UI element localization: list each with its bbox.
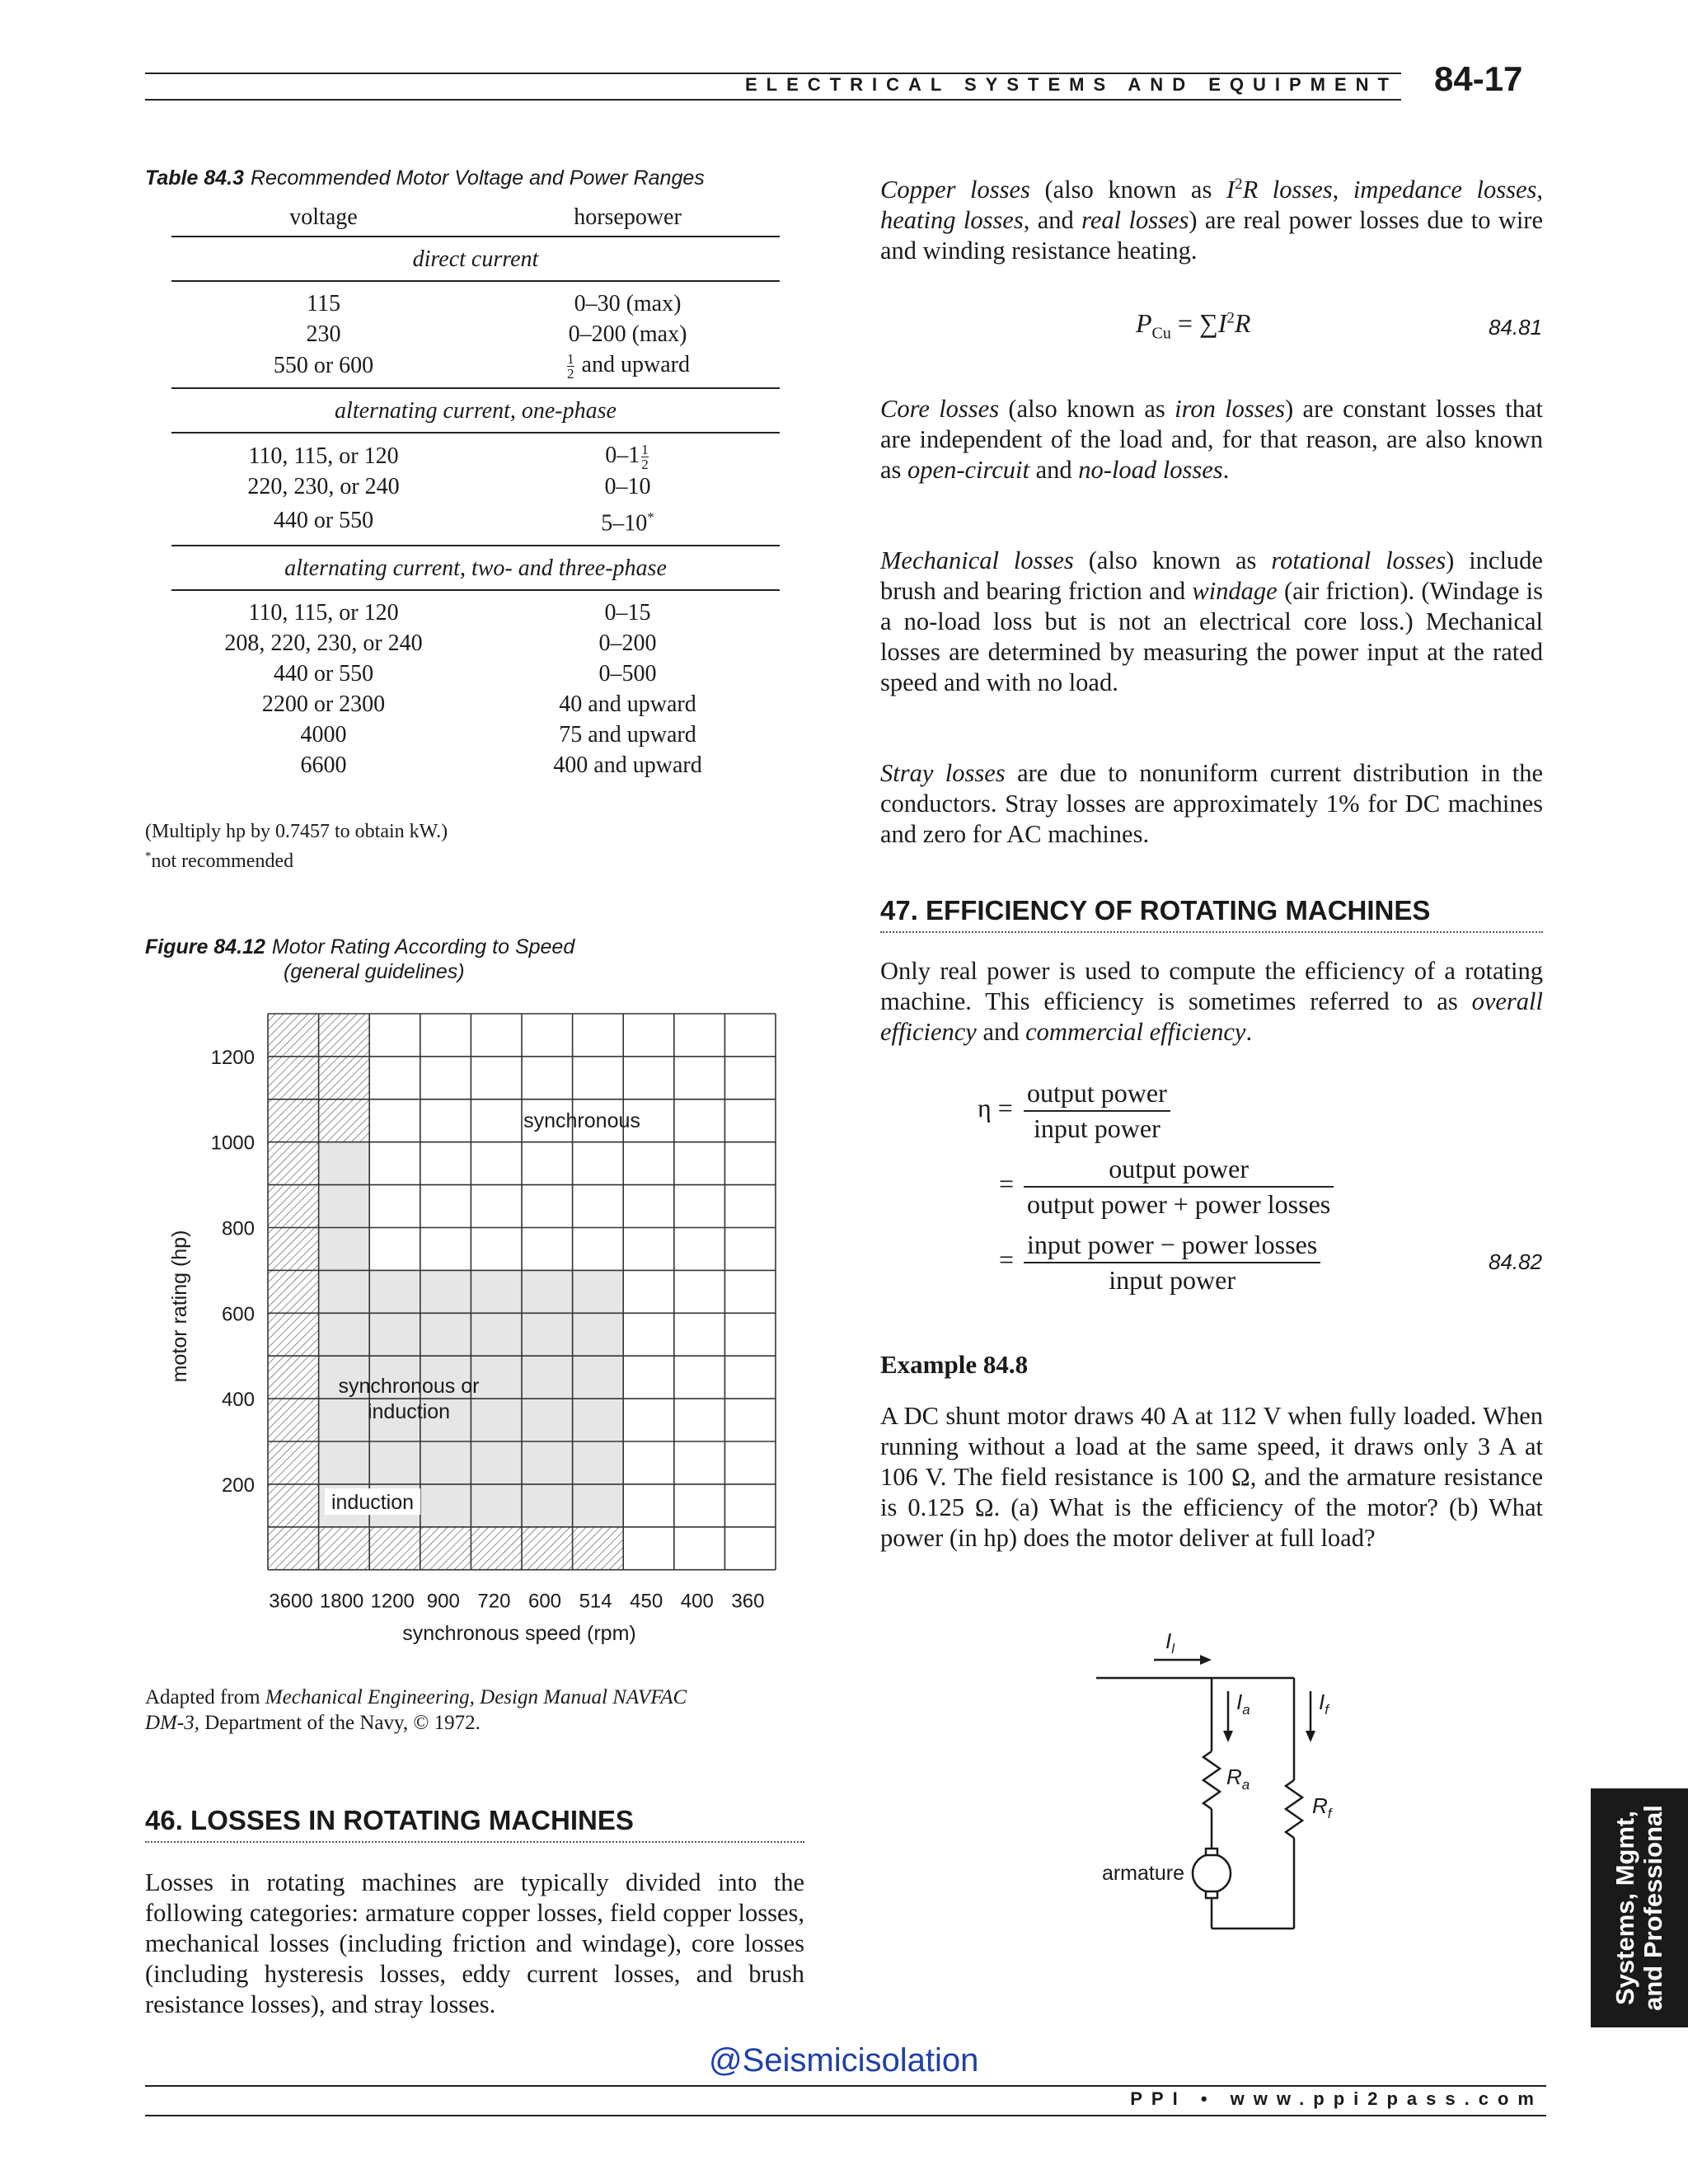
col-voltage-header: voltage: [289, 204, 358, 230]
region-cell-sync-or-induction: [319, 1441, 370, 1484]
label-r-field: $R_f$: [1312, 1793, 1332, 1821]
table-row: [171, 288, 780, 319]
region-cell-synchronous: [674, 1057, 725, 1099]
x-tick-label: 400: [680, 1590, 714, 1613]
region-cell-sync-or-induction: [573, 1356, 624, 1399]
region-cell-synchronous: [471, 1057, 522, 1099]
region-cell-synchronous: [471, 1099, 522, 1142]
group-label: alternating current, one-phase: [171, 388, 780, 433]
example-title: Example 84.8: [880, 1350, 1029, 1379]
table-row: [171, 658, 780, 689]
field-resistor: [1286, 1780, 1302, 1838]
section-46-body: Losses in rotating machines are typically divided into the following categories: armature copper losses, field copper losses, mechanical losses (including friction and windage), core losses (including hysteresis losses, eddy current losses, and brush resistance losses), and stray losses.: [145, 1868, 804, 2018]
region-cell-sync-or-induction: [573, 1484, 624, 1527]
table-label: Table 84.3: [145, 166, 244, 190]
y-tick-labels: [211, 1047, 255, 1497]
footnote-mark: *: [647, 509, 654, 526]
armature-resistor: [1203, 1751, 1220, 1809]
x-tick-label: 900: [426, 1590, 460, 1613]
label-sync-or-induction-1: synchronous or: [338, 1375, 480, 1398]
y-tick-label: 200: [221, 1474, 255, 1497]
region-cell-synchronous: [674, 1484, 725, 1527]
region-cell-synchronous: [623, 1399, 674, 1441]
region-cell-synchronous: [420, 1185, 471, 1228]
region-cell-synchronous: [623, 1142, 674, 1185]
region-cell-induction: [268, 1313, 319, 1356]
region-cell-synchronous: [522, 1057, 573, 1099]
region-cell-sync-or-induction: [573, 1313, 624, 1356]
table-footnote: *not recommended: [145, 850, 294, 872]
region-cell-sync-or-induction: [420, 1484, 471, 1527]
region-cell-synchronous: [623, 1313, 674, 1356]
table-header-row: [171, 198, 780, 237]
region-cell-synchronous: [522, 1228, 573, 1271]
hp-cell: 5–10*: [601, 509, 654, 537]
watermark-text: @Seismicisolation: [709, 2042, 979, 2079]
region-cell-sync-or-induction: [522, 1399, 573, 1441]
region-cell-synchronous: [420, 1057, 471, 1099]
table-group-row: [171, 546, 780, 590]
region-cell-induction: [268, 1057, 319, 1099]
region-cell-synchronous: [420, 1099, 471, 1142]
running-header-title: ELECTRICAL SYSTEMS AND EQUIPMENT: [744, 74, 1398, 95]
region-cell-synchronous: [724, 1270, 776, 1313]
voltage-cell: 110, 115, or 120: [248, 443, 399, 469]
region-cell-sync-or-induction: [522, 1313, 573, 1356]
region-cell-induction: [319, 1099, 370, 1142]
hp-cell: 0–1 $\frac{1}{2}$: [605, 442, 649, 473]
region-cell-sync-or-induction: [319, 1142, 370, 1185]
voltage-cell: 230: [306, 321, 341, 347]
table-row: [171, 719, 780, 750]
hp-cell: 75 and upward: [559, 722, 696, 748]
x-tick-label: 1800: [319, 1590, 364, 1613]
region-cell-synchronous: [674, 1014, 725, 1057]
region-cell-synchronous: [724, 1185, 776, 1228]
region-cell-induction: [268, 1142, 319, 1185]
region-cell-synchronous: [369, 1014, 420, 1057]
motor-voltage-table: [171, 198, 780, 780]
region-cell-synchronous: [623, 1270, 674, 1313]
region-cell-sync-or-induction: [522, 1484, 573, 1527]
side-tab-text: Systems, Mgmt, and Professional: [1611, 1805, 1667, 2011]
table-title: Recommended Motor Voltage and Power Ranges: [250, 166, 705, 190]
region-cell-induction: [268, 1014, 319, 1057]
region-cell-sync-or-induction: [369, 1441, 420, 1484]
region-cell-synchronous: [674, 1142, 725, 1185]
field-current-arrowhead: [1306, 1731, 1315, 1742]
region-cell-induction: [420, 1527, 471, 1570]
region-cell-synchronous: [471, 1014, 522, 1057]
label-i-armature: $I_a$: [1236, 1690, 1250, 1718]
region-cell-sync-or-induction: [573, 1399, 624, 1441]
region-cell-synchronous: [674, 1313, 725, 1356]
region-cell-synchronous: [724, 1441, 776, 1484]
fraction-half: $\frac{1}{2}$: [641, 442, 649, 473]
hp-cell: 0–200: [598, 630, 657, 657]
y-tick-label: 800: [221, 1217, 255, 1240]
label-i-field: $I_f$: [1319, 1690, 1329, 1718]
region-cell-synchronous: [724, 1142, 776, 1185]
voltage-cell: 220, 230, or 240: [247, 474, 400, 500]
region-cell-synchronous: [724, 1014, 776, 1057]
region-cell-synchronous: [420, 1228, 471, 1271]
label-i-line: $I_l$: [1165, 1629, 1175, 1657]
region-cell-induction: [268, 1399, 319, 1441]
equation-number-84-81: 84.81: [1489, 315, 1543, 340]
footer-text: PPI • www.ppi2pass.com: [1130, 2088, 1543, 2109]
region-cell-synchronous: [369, 1057, 420, 1099]
region-cell-induction: [573, 1527, 624, 1570]
region-cell-synchronous: [724, 1228, 776, 1271]
section-47-body: Only real power is used to compute the efficiency of a rotating machine. This efficiency is sometimes referred to as overall efficiency and commercial efficiency.: [880, 957, 1543, 1046]
table-row: [171, 349, 780, 381]
region-cell-sync-or-induction: [471, 1313, 522, 1356]
region-cell-sync-or-induction: [319, 1313, 370, 1356]
y-axis-label: motor rating (hp): [168, 1230, 191, 1383]
x-tick-label: 720: [477, 1590, 511, 1613]
voltage-cell: 2200 or 2300: [261, 691, 386, 718]
section-46-heading: 46. LOSSES IN ROTATING MACHINES: [145, 1805, 804, 1843]
label-induction: induction: [331, 1491, 415, 1514]
region-cell-sync-or-induction: [319, 1270, 370, 1313]
region-cell-synchronous: [573, 1185, 624, 1228]
region-cell-synchronous: [674, 1527, 725, 1570]
region-cell-induction: [471, 1527, 522, 1570]
region-cell-synchronous: [522, 1185, 573, 1228]
region-cell-synchronous: [420, 1014, 471, 1057]
region-cell-sync-or-induction: [420, 1441, 471, 1484]
hp-cell: 0–500: [598, 661, 657, 687]
region-cell-induction: [268, 1441, 319, 1484]
region-cell-synchronous: [623, 1057, 674, 1099]
region-cell-sync-or-induction: [522, 1270, 573, 1313]
region-cell-induction: [268, 1099, 319, 1142]
hp-cell: 0–15: [604, 600, 651, 626]
label-armature: armature: [1101, 1862, 1184, 1885]
region-cell-synchronous: [573, 1142, 624, 1185]
table-notes: [145, 819, 448, 874]
group-label: direct current: [171, 237, 780, 281]
region-cell-synchronous: [724, 1313, 776, 1356]
table-row: [171, 440, 780, 471]
armature-symbol: [1193, 1854, 1231, 1892]
equation-number-84-82: 84.82: [1489, 1249, 1543, 1274]
region-cell-induction: [268, 1527, 319, 1570]
table-row: [171, 502, 780, 538]
region-cell-sync-or-induction: [369, 1270, 420, 1313]
voltage-cell: 115: [307, 291, 340, 316]
voltage-cell: 208, 220, 230, or 240: [224, 630, 423, 657]
copper-losses-paragraph: Copper losses (also known as $I^2R$ losses, impedance losses, heating losses, and real losses) are real power losses due to wire and winding resistance heating.: [880, 176, 1543, 265]
region-cell-synchronous: [724, 1057, 776, 1099]
section-47-heading: 47. EFFICIENCY OF ROTATING MACHINES: [880, 895, 1543, 933]
figure-caption: Figure 84.12 Motor Rating According to Speed (general guidelines): [145, 935, 575, 983]
region-cell-synchronous: [471, 1228, 522, 1271]
region-cell-synchronous: [623, 1014, 674, 1057]
y-tick-label: 1200: [210, 1046, 255, 1069]
hp-cell: $\frac{1}{2}$ and upward: [567, 351, 690, 382]
core-losses-paragraph: Core losses (also known as iron losses) are constant losses that are independent of the load and, for that reason, are also known as open-circuit and no-load losses.: [880, 395, 1543, 484]
region-cell-sync-or-induction: [420, 1270, 471, 1313]
y-tick-label: 600: [221, 1303, 255, 1326]
region-cell-synchronous: [674, 1270, 725, 1313]
hp-cell: 0–10: [604, 474, 651, 500]
table-row: [171, 319, 780, 349]
region-cell-synchronous: [573, 1228, 624, 1271]
region-cell-synchronous: [623, 1441, 674, 1484]
region-cell-induction: [268, 1484, 319, 1527]
equation-84-82-line1: η = output power input power: [978, 1078, 1170, 1144]
hp-cell: 40 and upward: [559, 691, 696, 718]
hp-cell: 400 and upward: [553, 752, 702, 779]
y-tick-label: 1000: [210, 1132, 255, 1155]
table-caption: [145, 166, 705, 190]
region-cell-sync-or-induction: [573, 1441, 624, 1484]
region-cell-synchronous: [623, 1484, 674, 1527]
table-note: (Multiply hp by 0.7457 to obtain kW.): [145, 821, 448, 842]
region-cell-synchronous: [674, 1399, 725, 1441]
region-cell-synchronous: [471, 1142, 522, 1185]
col-horsepower-header: horsepower: [574, 204, 682, 230]
region-cell-sync-or-induction: [471, 1484, 522, 1527]
stray-losses-paragraph: Stray losses are due to nonuniform current distribution in the conductors. Stray losses are approximately 1% for DC machines and zero for AC machines.: [880, 759, 1544, 848]
equation-84-81: $P_{Cu} = \sum I^2R$: [1136, 308, 1251, 343]
region-cell-sync-or-induction: [573, 1270, 624, 1313]
region-cell-induction: [369, 1527, 420, 1570]
region-cell-synchronous: [724, 1399, 776, 1441]
region-cell-induction: [319, 1057, 370, 1099]
region-cell-sync-or-induction: [319, 1399, 370, 1441]
region-cell-synchronous: [623, 1185, 674, 1228]
group-label: alternating current, two- and three-phase: [171, 546, 780, 590]
voltage-cell: 4000: [300, 722, 347, 748]
table-group-row: [171, 388, 780, 433]
fraction-half: $\frac{1}{2}$: [567, 351, 574, 382]
x-tick-label: 450: [630, 1590, 663, 1613]
region-cell-induction: [268, 1356, 319, 1399]
page-number: 84-17: [1434, 59, 1523, 98]
region-cell-synchronous: [522, 1142, 573, 1185]
voltage-cell: 110, 115, or 120: [248, 600, 399, 626]
region-cell-synchronous: [674, 1441, 725, 1484]
voltage-cell: 440 or 550: [273, 661, 374, 687]
region-cell-induction: [268, 1270, 319, 1313]
voltage-cell: 6600: [300, 752, 347, 779]
region-cell-synchronous: [724, 1484, 776, 1527]
region-cell-induction: [319, 1527, 370, 1570]
brush-top: [1206, 1849, 1217, 1855]
region-cell-synchronous: [674, 1228, 725, 1271]
region-cell-sync-or-induction: [471, 1270, 522, 1313]
equation-84-82-line2: = output power output power + power losses: [999, 1154, 1334, 1220]
hp-cell: 0–30 (max): [574, 291, 682, 316]
region-cell-induction: [319, 1014, 370, 1057]
region-cell-sync-or-induction: [522, 1441, 573, 1484]
label-synchronous: synchronous: [523, 1109, 640, 1132]
footer-rule-top: [145, 2085, 1546, 2087]
dc-shunt-motor-circuit: [1071, 1615, 1368, 1961]
label-r-armature: $R_a$: [1226, 1765, 1250, 1793]
region-cell-synchronous: [369, 1228, 420, 1271]
region-cell-sync-or-induction: [319, 1228, 370, 1271]
label-sync-or-induction-2: induction: [367, 1400, 451, 1423]
region-cell-sync-or-induction: [319, 1185, 370, 1228]
motor-rating-chart: [145, 989, 804, 1665]
region-cell-synchronous: [623, 1356, 674, 1399]
region-cell-synchronous: [674, 1099, 725, 1142]
footer-rule-bottom: [145, 2115, 1546, 2116]
region-cell-synchronous: [724, 1527, 776, 1570]
hp-cell: 0–200 (max): [568, 321, 687, 347]
mechanical-losses-paragraph: Mechanical losses (also known as rotational losses) include brush and bearing friction and windage (air friction). (Windage is a no-load loss but is not an electrical core loss.) Mechanical losses are determined by measuring the power input at the rated speed and with no load.: [880, 546, 1543, 696]
line-current-arrowhead: [1200, 1655, 1212, 1665]
region-cell-synchronous: [369, 1099, 420, 1142]
region-cell-synchronous: [471, 1185, 522, 1228]
region-cell-sync-or-induction: [471, 1441, 522, 1484]
x-tick-label: 3600: [269, 1590, 313, 1613]
region-cell-synchronous: [573, 1014, 624, 1057]
region-cell-sync-or-induction: [522, 1356, 573, 1399]
equation-84-82-line3: = input power − power losses input power: [999, 1230, 1320, 1296]
region-cell-synchronous: [573, 1057, 624, 1099]
y-tick-label: 400: [221, 1389, 255, 1412]
region-cell-synchronous: [420, 1142, 471, 1185]
header-rule-bottom: [145, 99, 1401, 101]
region-cell-synchronous: [623, 1228, 674, 1271]
region-cell-synchronous: [623, 1527, 674, 1570]
region-cell-synchronous: [369, 1142, 420, 1185]
x-tick-label: 600: [528, 1590, 562, 1613]
region-cell-synchronous: [369, 1185, 420, 1228]
figure-label: Figure 84.12: [145, 935, 265, 958]
x-axis-label: synchronous speed (rpm): [402, 1622, 636, 1645]
region-cell-sync-or-induction: [369, 1313, 420, 1356]
figure-source: Adapted from Mechanical Engineering, Design Manual NAVFAC DM-3, Department of the Navy, © 1972.: [145, 1686, 687, 1734]
x-tick-label: 1200: [370, 1590, 415, 1613]
x-tick-label: 514: [579, 1590, 612, 1613]
brush-bottom: [1206, 1891, 1217, 1898]
region-cell-synchronous: [724, 1356, 776, 1399]
region-cell-synchronous: [724, 1099, 776, 1142]
region-cell-synchronous: [674, 1185, 725, 1228]
region-cell-sync-or-induction: [471, 1399, 522, 1441]
table-row: [171, 750, 780, 780]
table-row: [171, 689, 780, 719]
region-cell-induction: [268, 1185, 319, 1228]
region-cell-synchronous: [522, 1014, 573, 1057]
table-row: [171, 628, 780, 658]
x-tick-labels: [269, 1591, 764, 1613]
voltage-cell: 440 or 550: [273, 507, 374, 533]
example-body: A DC shunt motor draws 40 A at 112 V when fully loaded. When running without a load at the same speed, it draws only 3 A at 106 V. The field resistance is 100 Ω, and the armature resistance is 0.125 Ω. (a) What is the efficiency of the motor? (b) What power (in hp) does the motor deliver at full load?: [880, 1402, 1543, 1552]
table-row: [171, 471, 780, 502]
region-cell-induction: [522, 1527, 573, 1570]
table-group-row: [171, 237, 780, 281]
voltage-cell: 550 or 600: [273, 352, 374, 378]
region-cell-induction: [268, 1228, 319, 1271]
table-row: [171, 598, 780, 628]
region-cell-synchronous: [674, 1356, 725, 1399]
region-cell-sync-or-induction: [420, 1313, 471, 1356]
x-tick-label: 360: [731, 1590, 765, 1613]
armature-current-arrowhead: [1223, 1731, 1233, 1742]
